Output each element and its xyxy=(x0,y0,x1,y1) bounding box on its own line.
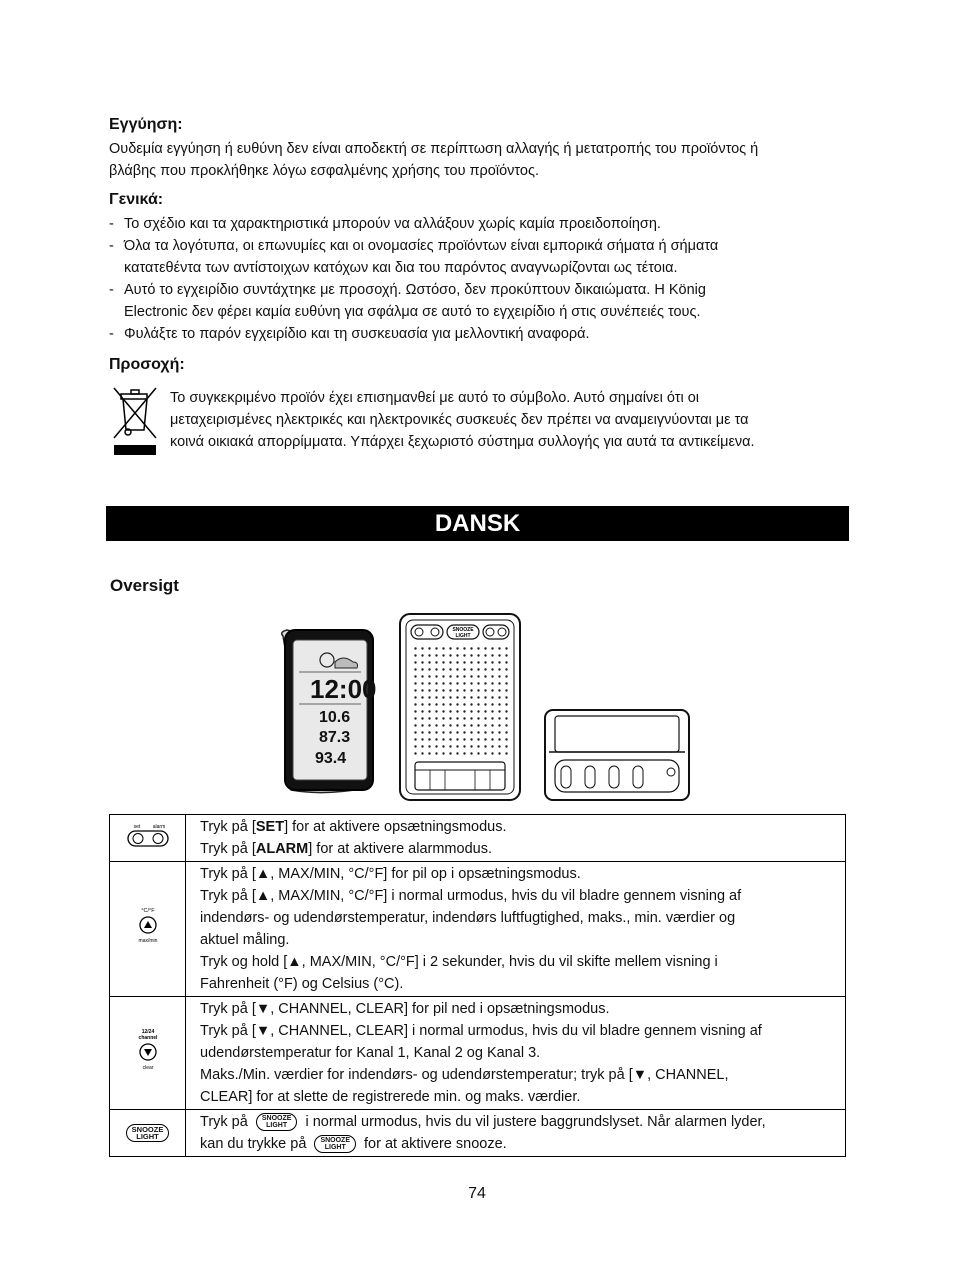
caution-heading: Προσοχή: xyxy=(109,356,185,373)
table-row-set-alarm xyxy=(110,815,846,862)
caution-text: Το συγκεκριμένο προϊόν έχει επισημανθεί με αυτό το σύμβολο. Αυτό σημαίνει ότι οι μεταχειρισμένες ηλεκτρικές και ηλεκτρονικές συσκευές δεν πρέπει να αναμειγνύονται με τα κοινά οικιακά απορρίμματα. Υπάρχει ξεχωριστό σύστημα συλλογής για αυτά τα αντικείμενα. xyxy=(170,390,755,450)
snooze-light-button-icon: SNOOZE LIGHT xyxy=(110,1110,186,1157)
row1-line2: Tryk på [ALARM] for at aktivere alarmmodus. xyxy=(200,841,492,857)
row1-line1: Tryk på [SET] for at aktivere opsætningsmodus. xyxy=(200,819,507,835)
warranty-heading: Εγγύηση: xyxy=(109,116,183,133)
general-bullet-2: - Όλα τα λογότυπα, οι επωνυμίες και οι ονομασίες προϊόντων είναι εμπορικά σήματα ή σήματα κατατεθέντα των αντίστοιχων κατόχων και δια του παρόντος αναγνωρίζονται ως τέτοια. xyxy=(109,238,719,276)
back-view-device xyxy=(400,614,520,800)
svg-text:channel: channel xyxy=(138,1034,157,1041)
front-view-device xyxy=(282,630,377,793)
svg-text:°C/°F: °C/°F xyxy=(140,907,155,914)
down-arrow-button-icon xyxy=(110,997,186,1110)
display-temp-out: 93.4 xyxy=(315,750,347,767)
warranty-text: Ουδεμία εγγύηση ή ευθύνη δεν είναι αποδεκτή σε περίπτωση αλλαγής ή μετατροπής του προϊόντος ή βλάβης που προκλήθηκε λόγω εσφαλμένης χρήσης του προϊόντος. xyxy=(109,141,759,179)
svg-text:SNOOZE: SNOOZE xyxy=(452,627,474,633)
product-illustration xyxy=(265,610,695,806)
general-bullet-3: - Αυτό το εγχειρίδιο συντάχτηκε με προσοχή. Ωστόσο, δεν προκύπτουν δικαιώματα. Η König Electronic δεν φέρει καμία ευθύνη για σφάλμα σε αυτό το εγχειρίδιο ή στις συνέπειές τους. xyxy=(109,282,706,320)
display-temp-in: 10.6 xyxy=(319,709,351,726)
svg-text:clear: clear xyxy=(142,1064,153,1071)
table-row-down: 12/24 channel clear Tryk på [▼, CHANNEL, CLEAR] for pil ned i opsætningsmodus. Tryk på [▼, CHANNEL, CLEAR] i normal urmodus, hvis du vil bladre gennem visning af udendørstemperatur for Kanal 1, Kanal 2 og Kanal 3. Maks./Min. værdier for indendørs- og udendørstemperatur; tryk på [▼, CHANNEL, CLEAR] for at slette de registrerede min. og maks. værdier. xyxy=(110,997,846,1110)
button-function-table xyxy=(109,814,846,1157)
language-banner: DANSK xyxy=(106,506,849,541)
bottom-view-device xyxy=(545,710,689,800)
up-arrow-button-icon xyxy=(110,862,186,997)
general-heading: Γενικά: xyxy=(109,191,164,208)
general-bullet-4: - Φυλάξτε το παρόν εγχειρίδιο και τη συσκευασία για μελλοντική αναφορά. xyxy=(109,326,590,342)
row4-line2: kan du trykke på SNOOZE LIGHT for at aktivere snooze. xyxy=(200,1136,507,1152)
display-time: 12:00 xyxy=(310,674,377,704)
snooze-light-inline-icon: SNOOZE LIGHT xyxy=(256,1113,298,1131)
svg-text:12/24: 12/24 xyxy=(141,1028,154,1035)
table-row-up: °C/°F max/min Tryk på [▲, MAX/MIN, °C/°F] for pil op i opsætningsmodus. Tryk på [▲, MAX/MIN, °C/°F] i normal urmodus, hvis du vil bladre gennem visning af indendørs- og udendørstemperatur, indendørs luftfugtighed, maks., min. værdier og aktuel måling. Tryk og hold [▲, MAX/MIN, °C/°F] i 2 sekunder, hvis du vil skifte mellem visning i Fahrenheit (°F) og Celsius (°C). xyxy=(110,862,846,997)
overview-heading: Oversigt xyxy=(110,576,179,595)
weee-bin-icon xyxy=(110,380,160,456)
set-alarm-buttons-icon xyxy=(110,815,186,862)
page-number: 74 xyxy=(468,1185,486,1202)
svg-text:max/min: max/min xyxy=(138,937,157,944)
svg-text:set: set xyxy=(133,823,140,830)
display-humidity: 87.3 xyxy=(319,729,351,746)
svg-text:alarm: alarm xyxy=(152,823,165,830)
row4-line1: Tryk på SNOOZE LIGHT i normal urmodus, hvis du vil justere baggrundslyset. Når alarmen lyder, xyxy=(200,1114,766,1130)
svg-text:LIGHT: LIGHT xyxy=(455,633,471,639)
snooze-light-inline-icon: SNOOZE LIGHT xyxy=(314,1135,356,1153)
general-bullet-1: - Το σχέδιο και τα χαρακτηριστικά μπορούν να αλλάξουν χωρίς καμία προειδοποίηση. xyxy=(109,216,661,232)
table-row-snooze xyxy=(110,1110,846,1157)
